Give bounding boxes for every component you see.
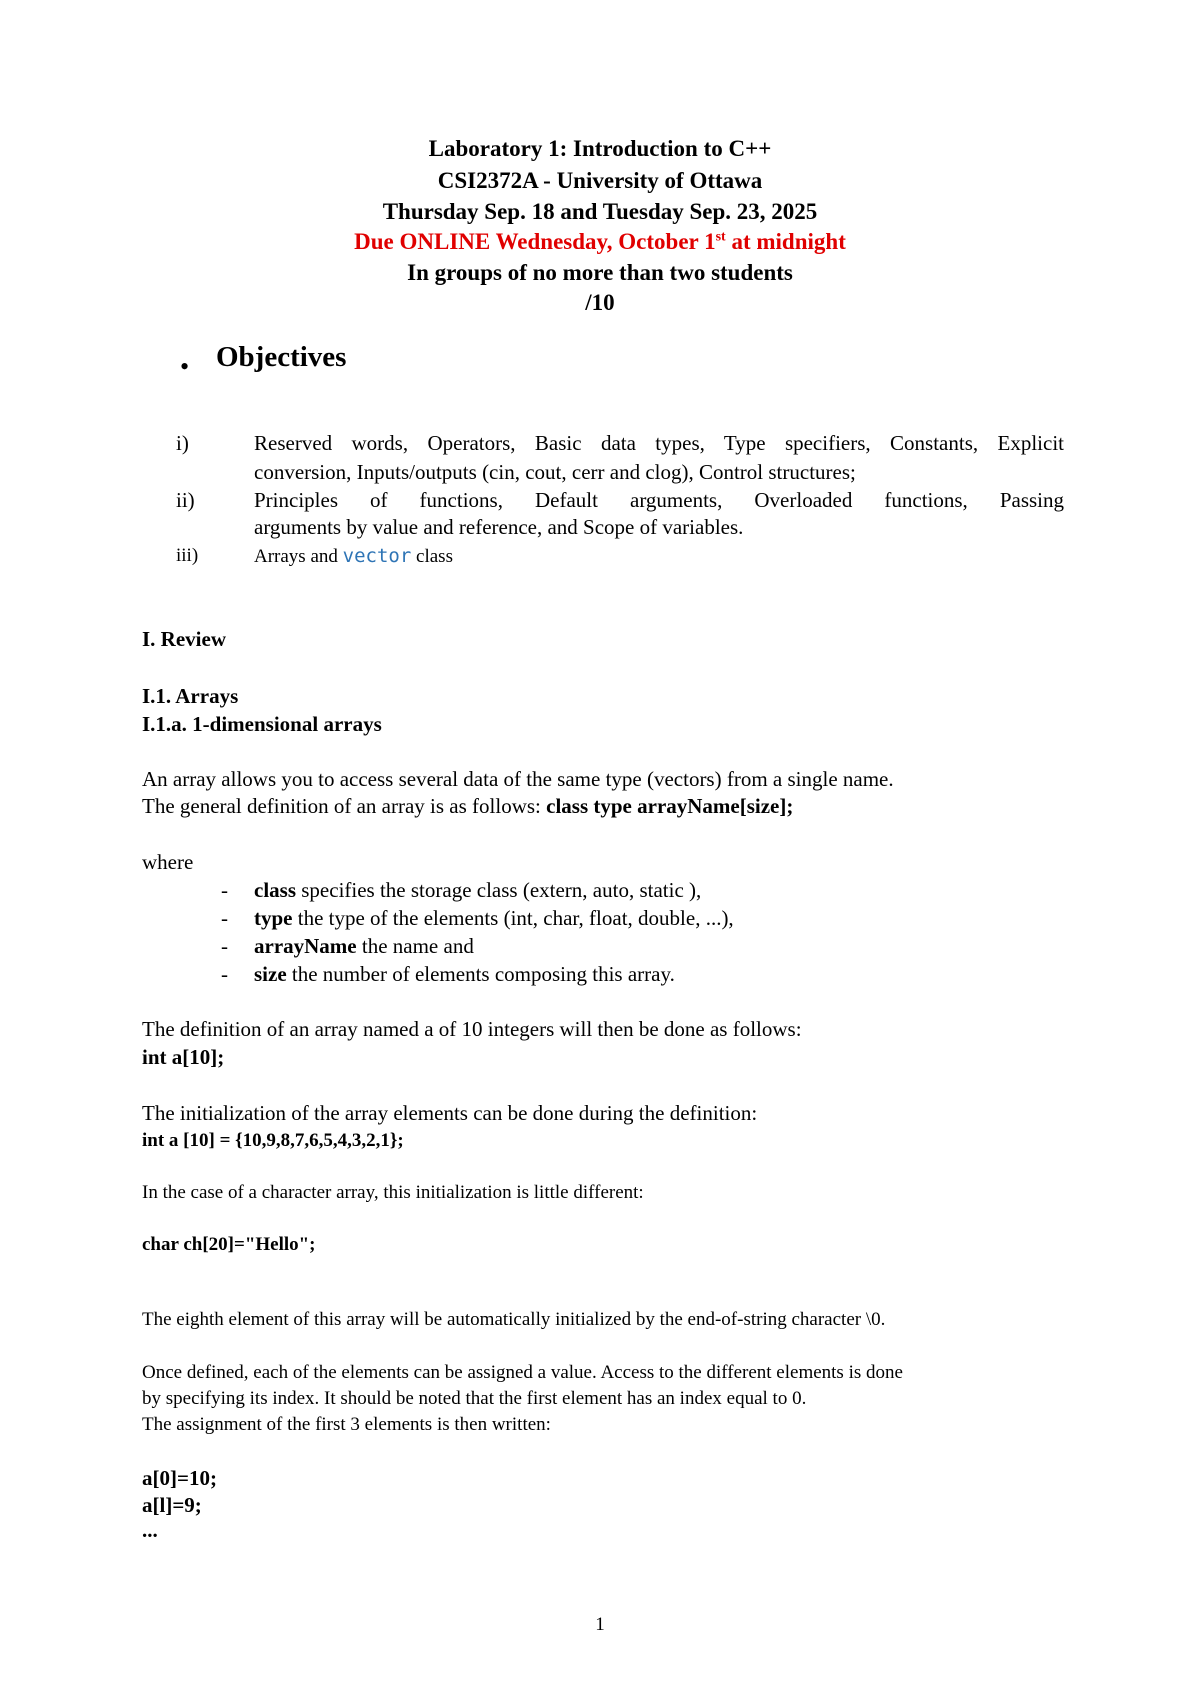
definition-desc: specifies the storage class (extern, auto, static ),	[296, 878, 702, 902]
objective-item-2-line2: arguments by value and reference, and Scope of variables.	[254, 515, 744, 539]
code-line: int a [10] = {10,9,8,7,6,5,4,3,2,1};	[142, 1130, 404, 1151]
due-line	[0, 229, 1200, 255]
code-line: ...	[142, 1518, 158, 1542]
where-label: where	[142, 850, 194, 874]
dash-bullet: -	[221, 934, 228, 958]
groups-line: In groups of no more than two students	[407, 260, 793, 285]
objective-item-1-line2: conversion, Inputs/outputs (cin, cout, cerr and clog), Control structures;	[254, 460, 856, 484]
definition-desc: the name and	[356, 934, 474, 958]
due-text-end: at midnight	[725, 229, 846, 254]
objective-item-2-line1: Principles of functions, Default arguments, Overloaded functions, Passing	[254, 488, 1064, 512]
dash-bullet: -	[221, 878, 228, 902]
due-sup: st	[715, 229, 726, 245]
paragraph-line: The initialization of the array elements can be done during the definition:	[142, 1101, 758, 1125]
one-dim-arrays-heading: I.1.a. 1-dimensional arrays	[142, 712, 382, 736]
paragraph-line: The assignment of the first 3 elements is then written:	[142, 1414, 551, 1435]
review-heading: I. Review	[142, 627, 226, 651]
paragraph-line: by specifying its index. It should be noted that the first element has an index equal to 0.	[142, 1388, 807, 1409]
paragraph-line: The eighth element of this array will be automatically initialized by the end-of-string character \0.	[142, 1309, 886, 1330]
dash-bullet: -	[221, 962, 228, 986]
objectives-heading: Objectives	[216, 341, 347, 373]
paragraph-line	[142, 793, 793, 819]
paragraph-line: Once defined, each of the elements can be assigned a value. Access to the different elements is done	[142, 1362, 903, 1383]
paragraph-line: The definition of an array named a of 10 integers will then be done as follows:	[142, 1017, 802, 1041]
score-line: /10	[585, 290, 615, 315]
objective-item-3	[254, 543, 453, 570]
definition-desc: the type of the elements (int, char, float, double, ...),	[292, 906, 734, 930]
code-line: a[0]=10;	[142, 1466, 217, 1490]
definition-item	[254, 933, 474, 959]
definition-term: size	[254, 962, 287, 986]
definition-syntax: class type arrayName[size];	[546, 794, 794, 818]
definition-item	[254, 877, 701, 903]
bullet-icon: •	[180, 352, 190, 381]
definition-item	[254, 961, 675, 987]
definition-term: arrayName	[254, 934, 357, 958]
definition-item	[254, 905, 734, 931]
page-number: 1	[595, 1614, 605, 1635]
arrays-heading: I.1. Arrays	[142, 684, 239, 708]
objective-num: iii)	[176, 545, 199, 566]
due-text: Due ONLINE Wednesday, October 1	[354, 229, 716, 254]
definition-term: type	[254, 906, 293, 930]
code-line: a[l]=9;	[142, 1493, 202, 1517]
paragraph-line: An array allows you to access several data of the same type (vectors) from a single name.	[142, 767, 894, 791]
definition-desc: the number of elements composing this array.	[286, 962, 675, 986]
lab-title: Laboratory 1: Introduction to C++	[428, 136, 772, 161]
course-line: CSI2372A - University of Ottawa	[437, 168, 763, 193]
definition-intro: The general definition of an array is as follows:	[142, 794, 547, 818]
objective-item-3-post: class	[411, 546, 453, 567]
definition-term: class	[254, 878, 296, 902]
code-line: char ch[20]="Hello";	[142, 1234, 316, 1255]
dash-bullet: -	[221, 906, 228, 930]
objective-item-1-line1: Reserved words, Operators, Basic data types, Type specifiers, Constants, Explicit	[254, 431, 1064, 455]
paragraph-line: In the case of a character array, this initialization is little different:	[142, 1182, 644, 1203]
objective-num: i)	[176, 431, 189, 455]
objective-item-3-pre: Arrays and	[254, 546, 343, 567]
code-line: int a[10];	[142, 1045, 225, 1069]
vector-code: vector	[342, 545, 412, 567]
dates-line: Thursday Sep. 18 and Tuesday Sep. 23, 2025	[382, 199, 818, 224]
objective-num: ii)	[176, 488, 195, 512]
